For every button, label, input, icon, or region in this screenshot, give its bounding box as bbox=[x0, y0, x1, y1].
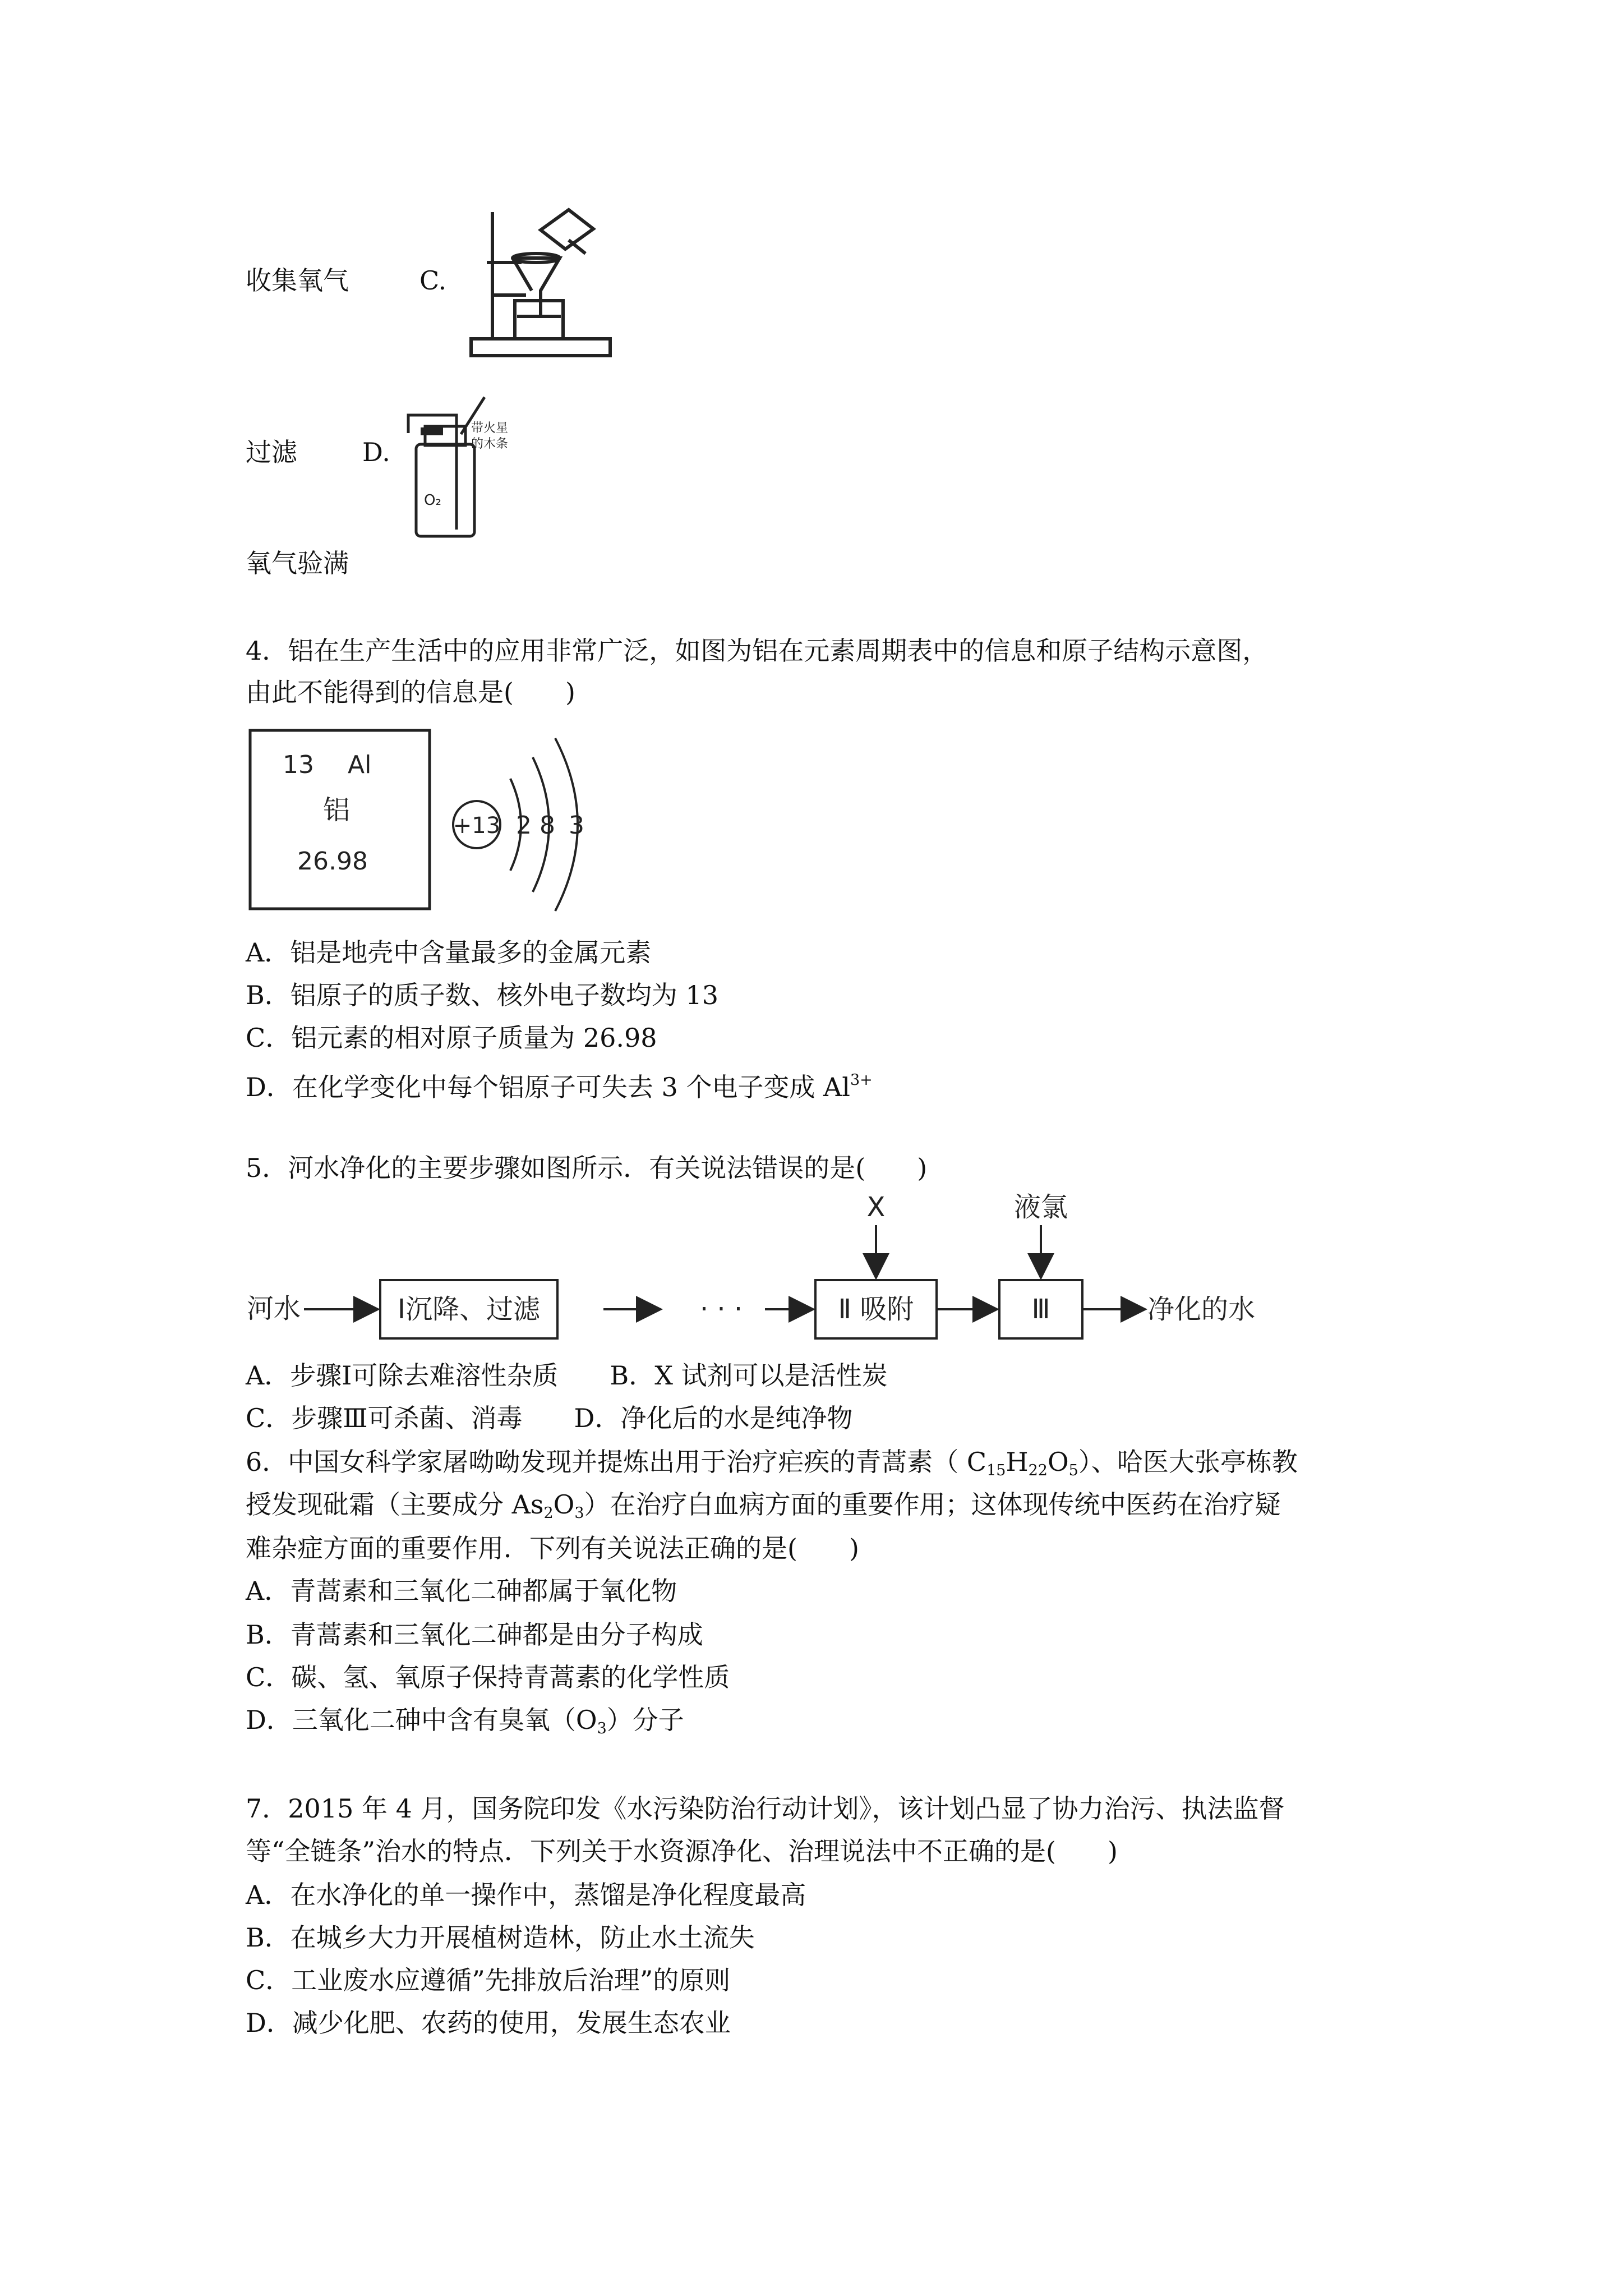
aluminum-figure bbox=[246, 723, 605, 913]
step3-label: Ⅲ bbox=[1031, 1294, 1050, 1325]
bottle-gas-label: O₂ bbox=[424, 492, 441, 509]
q7-option-d: D．减少化肥、农药的使用，发展生态农业 bbox=[246, 2008, 731, 2038]
caption-collect-oxygen: 收集氧气 bbox=[246, 265, 349, 296]
q7-option-a: A．在水净化的单一操作中，蒸馏是净化程度最高 bbox=[246, 1880, 806, 1910]
shell-3-count: 3 bbox=[569, 811, 584, 840]
caption-oxygen-full: 氧气验满 bbox=[246, 548, 349, 578]
q6-option-c: C．碳、氢、氧原子保持青蒿素的化学性质 bbox=[246, 1662, 730, 1692]
q6-stem-line3: 难杂症方面的重要作用．下列有关说法正确的是( ) bbox=[246, 1533, 859, 1563]
element-name: 铝 bbox=[323, 794, 351, 826]
q4-stem-line1: 4．铝在生产生活中的应用非常广泛，如图为铝在元素周期表中的信息和原子结构示意图， bbox=[246, 636, 1269, 666]
q4-option-a: A．铝是地壳中含量最多的金属元素 bbox=[246, 937, 652, 968]
q5-options-ab: A．步骤Ⅰ可除去难溶性杂质 B．X 试剂可以是活性炭 bbox=[246, 1360, 888, 1391]
stick-label-1: 带火星 bbox=[471, 421, 509, 435]
option-c-label: C. bbox=[419, 265, 447, 296]
option-d-label: D. bbox=[362, 437, 390, 467]
q6-option-d: D．三氧化二砷中含有臭氧（O3）分子 bbox=[246, 1705, 684, 1737]
flow-start-river-water: 河水 bbox=[247, 1293, 301, 1324]
step2-label: Ⅱ 吸附 bbox=[838, 1294, 914, 1325]
q4-option-c: C．铝元素的相对原子质量为 26.98 bbox=[246, 1023, 657, 1053]
q6-option-b: B．青蒿素和三氧化二砷都是由分子构成 bbox=[246, 1619, 703, 1650]
flow-dots: · · · bbox=[699, 1294, 743, 1325]
q6-stem-line2: 授发现砒霜（主要成分 As2O3）在治疗白血病方面的重要作用；这体现传统中医药在治疗疑 bbox=[246, 1489, 1281, 1522]
q6-stem-line1: 6．中国女科学家屠呦呦发现并提炼出用于治疗疟疾的青蒿素（ C15H22O5）、哈医大张亭栋教 bbox=[246, 1447, 1298, 1479]
q5-stem: 5．河水净化的主要步骤如图所示．有关说法错误的是( ) bbox=[246, 1153, 928, 1183]
step1-label: Ⅰ沉降、过滤 bbox=[397, 1294, 541, 1325]
element-symbol: Al bbox=[348, 751, 372, 779]
q5-options-cd: C．步骤Ⅲ可杀菌、消毒 D．净化后的水是纯净物 bbox=[246, 1403, 853, 1433]
q7-stem-line1: 7．2015 年 4 月，国务院印发《水污染防治行动计划》，该计划凸显了协力治污、执法监督 bbox=[246, 1793, 1285, 1824]
q7-option-b: B．在城乡大力开展植树造林，防止水土流失 bbox=[246, 1922, 755, 1953]
atomic-mass: 26.98 bbox=[297, 847, 368, 876]
q6-option-a: A．青蒿素和三氧化二砷都属于氧化物 bbox=[246, 1576, 677, 1606]
q4-option-d: D．在化学变化中每个铝原子可失去 3 个电子变成 $Al^{3+}$ bbox=[246, 1071, 873, 1102]
stick-label-2: 的木条 bbox=[471, 437, 509, 451]
shell-1-count: 2 bbox=[516, 811, 532, 840]
filtration-apparatus-figure bbox=[459, 206, 623, 370]
q4-stem-line2: 由此不能得到的信息是( ) bbox=[246, 677, 575, 707]
nucleus-charge: +13 bbox=[453, 813, 501, 839]
caption-filtration: 过滤 bbox=[246, 437, 297, 467]
q7-stem-line2: 等“全链条”治水的特点．下列关于水资源净化、治理说法中不正确的是( ) bbox=[246, 1836, 1118, 1866]
oxygen-test-figure bbox=[400, 393, 513, 539]
q7-option-c: C．工业废水应遵循”先排放后治理”的原则 bbox=[246, 1965, 731, 1995]
reagent-x-label: X bbox=[866, 1193, 886, 1223]
shell-2-count: 8 bbox=[540, 811, 555, 840]
water-purification-flow bbox=[246, 1193, 1289, 1361]
q4-option-b: B．铝原子的质子数、核外电子数均为 13 bbox=[246, 980, 718, 1010]
atomic-number: 13 bbox=[283, 751, 314, 779]
flow-end-purified-water: 净化的水 bbox=[1147, 1294, 1256, 1325]
liquid-chlorine-label: 液氯 bbox=[1013, 1193, 1068, 1223]
